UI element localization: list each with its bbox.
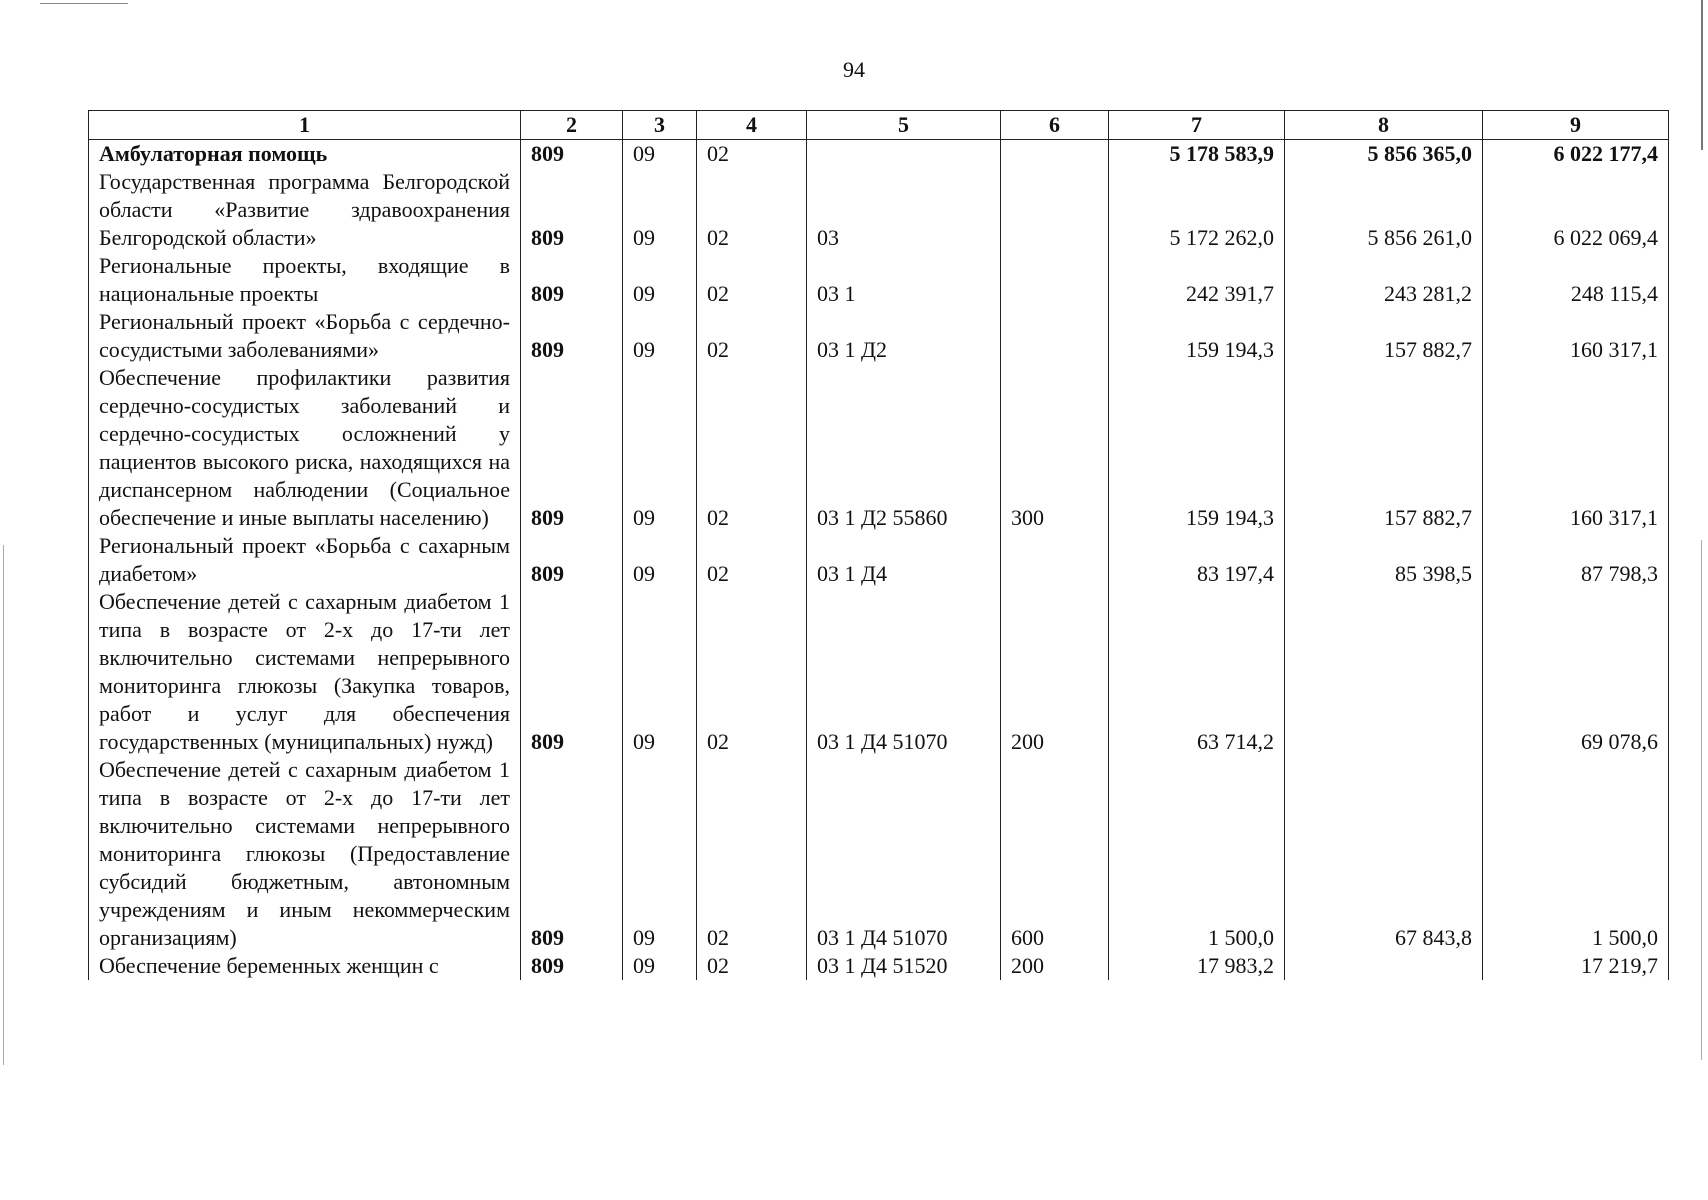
column-header: 5 [807,111,1001,140]
column-header: 8 [1285,111,1483,140]
cell-amount-col8: 157 882,7 [1285,308,1483,364]
table-row [89,252,1669,308]
cell-amount-col7: 159 194,3 [1109,308,1285,364]
cell-amount-col8: 5 856 365,0 [1285,140,1483,169]
cell-target-article: 03 [807,168,1001,252]
cell-amount-col8: 157 882,7 [1285,364,1483,532]
table-row [89,532,1669,588]
table-row [89,140,1669,169]
row-name: Региональный проект «Борьба с сердечно-сосудистыми заболеваниями» [89,308,521,364]
cell-expense-type [1001,168,1109,252]
cell-amount-col8: 243 281,2 [1285,252,1483,308]
table-row [89,952,1669,980]
table-row [89,756,1669,952]
column-header: 6 [1001,111,1109,140]
row-name: Обеспечение детей с сахарным диабетом 1 типа в возрасте от 2-х до 17-ти лет включительно системами непрерывного мониторинга глюкозы (Предоставление субсидий бюджетным, автономным учреждениям и иным некоммерческим организациям) [89,756,521,952]
table-row [89,308,1669,364]
row-name: Обеспечение детей с сахарным диабетом 1 типа в возрасте от 2-х до 17-ти лет включительно системами непрерывного мониторинга глюкозы (Закупка товаров, работ и услуг для обеспечения государственных (муниципальных) нужд) [89,588,521,756]
cell-ministry-code: 809 [521,140,623,169]
row-name: Региональный проект «Борьба с сахарным диабетом» [89,532,521,588]
cell-subsection: 02 [697,140,807,169]
column-header: 4 [697,111,807,140]
cell-amount-col9: 248 115,4 [1483,252,1669,308]
cell-amount-col7: 5 178 583,9 [1109,140,1285,169]
cell-amount-col8 [1285,952,1483,980]
cell-section: 09 [623,168,697,252]
row-name: Региональные проекты, входящие в национальные проекты [89,252,521,308]
cell-amount-col7: 1 500,0 [1109,756,1285,952]
cell-amount-col8: 67 843,8 [1285,756,1483,952]
row-name: Обеспечение беременных женщин с [89,952,521,980]
cell-section: 09 [623,308,697,364]
cell-subsection: 02 [697,252,807,308]
cell-target-article: 03 1 Д4 51070 [807,756,1001,952]
cell-amount-col7: 159 194,3 [1109,364,1285,532]
cell-section: 09 [623,532,697,588]
cell-amount-col9: 160 317,1 [1483,364,1669,532]
cell-ministry-code: 809 [521,952,623,980]
cell-section: 09 [623,756,697,952]
cell-expense-type [1001,308,1109,364]
cell-section: 09 [623,588,697,756]
cell-ministry-code: 809 [521,588,623,756]
cell-expense-type [1001,532,1109,588]
cell-target-article: 03 1 Д4 51520 [807,952,1001,980]
cell-expense-type: 300 [1001,364,1109,532]
cell-ministry-code: 809 [521,252,623,308]
cell-subsection: 02 [697,532,807,588]
table-row [89,168,1669,252]
cell-section: 09 [623,252,697,308]
cell-amount-col9: 6 022 177,4 [1483,140,1669,169]
cell-amount-col9: 160 317,1 [1483,308,1669,364]
cell-amount-col7: 242 391,7 [1109,252,1285,308]
cell-expense-type [1001,252,1109,308]
cell-expense-type [1001,140,1109,169]
cell-expense-type: 200 [1001,952,1109,980]
cell-target-article: 03 1 [807,252,1001,308]
cell-target-article: 03 1 Д4 51070 [807,588,1001,756]
cell-subsection: 02 [697,308,807,364]
cell-target-article: 03 1 Д2 55860 [807,364,1001,532]
column-header: 3 [623,111,697,140]
cell-amount-col9: 17 219,7 [1483,952,1669,980]
cell-target-article: 03 1 Д4 [807,532,1001,588]
column-header: 2 [521,111,623,140]
cell-target-article: 03 1 Д2 [807,308,1001,364]
row-name: Обеспечение профилактики развития сердечно-сосудистых заболеваний и сердечно-сосудистых осложнений у пациентов высокого риска, находящихся на диспансерном наблюдении (Социальное обеспечение и иные выплаты населению) [89,364,521,532]
cell-target-article [807,140,1001,169]
cell-amount-col7: 17 983,2 [1109,952,1285,980]
column-header: 7 [1109,111,1285,140]
cell-amount-col8: 5 856 261,0 [1285,168,1483,252]
cell-ministry-code: 809 [521,364,623,532]
cell-section: 09 [623,952,697,980]
cell-amount-col9: 69 078,6 [1483,588,1669,756]
cell-amount-col7: 83 197,4 [1109,532,1285,588]
page-number: 94 [843,57,865,82]
cell-subsection: 02 [697,588,807,756]
cell-amount-col9: 6 022 069,4 [1483,168,1669,252]
cell-ministry-code: 809 [521,308,623,364]
cell-ministry-code: 809 [521,532,623,588]
column-header: 9 [1483,111,1669,140]
budget-table [88,110,1669,980]
cell-amount-col8 [1285,588,1483,756]
cell-expense-type: 600 [1001,756,1109,952]
row-name: Амбулаторная помощь [89,140,521,169]
cell-amount-col7: 63 714,2 [1109,588,1285,756]
table-header-row [89,111,1669,140]
cell-ministry-code: 809 [521,168,623,252]
scan-artifact-edge [1701,540,1702,1060]
row-name: Государственная программа Белгородской области «Развитие здравоохранения Белгородской области» [89,168,521,252]
scan-artifact-edge [3,545,4,1065]
column-header: 1 [89,111,521,140]
cell-ministry-code: 809 [521,756,623,952]
cell-section: 09 [623,364,697,532]
cell-section: 09 [623,140,697,169]
cell-subsection: 02 [697,952,807,980]
cell-subsection: 02 [697,756,807,952]
cell-amount-col9: 87 798,3 [1483,532,1669,588]
table-row [89,588,1669,756]
table-row [89,364,1669,532]
cell-subsection: 02 [697,364,807,532]
cell-amount-col9: 1 500,0 [1483,756,1669,952]
cell-amount-col8: 85 398,5 [1285,532,1483,588]
scan-artifact-line [40,3,128,4]
cell-subsection: 02 [697,168,807,252]
cell-amount-col7: 5 172 262,0 [1109,168,1285,252]
cell-expense-type: 200 [1001,588,1109,756]
